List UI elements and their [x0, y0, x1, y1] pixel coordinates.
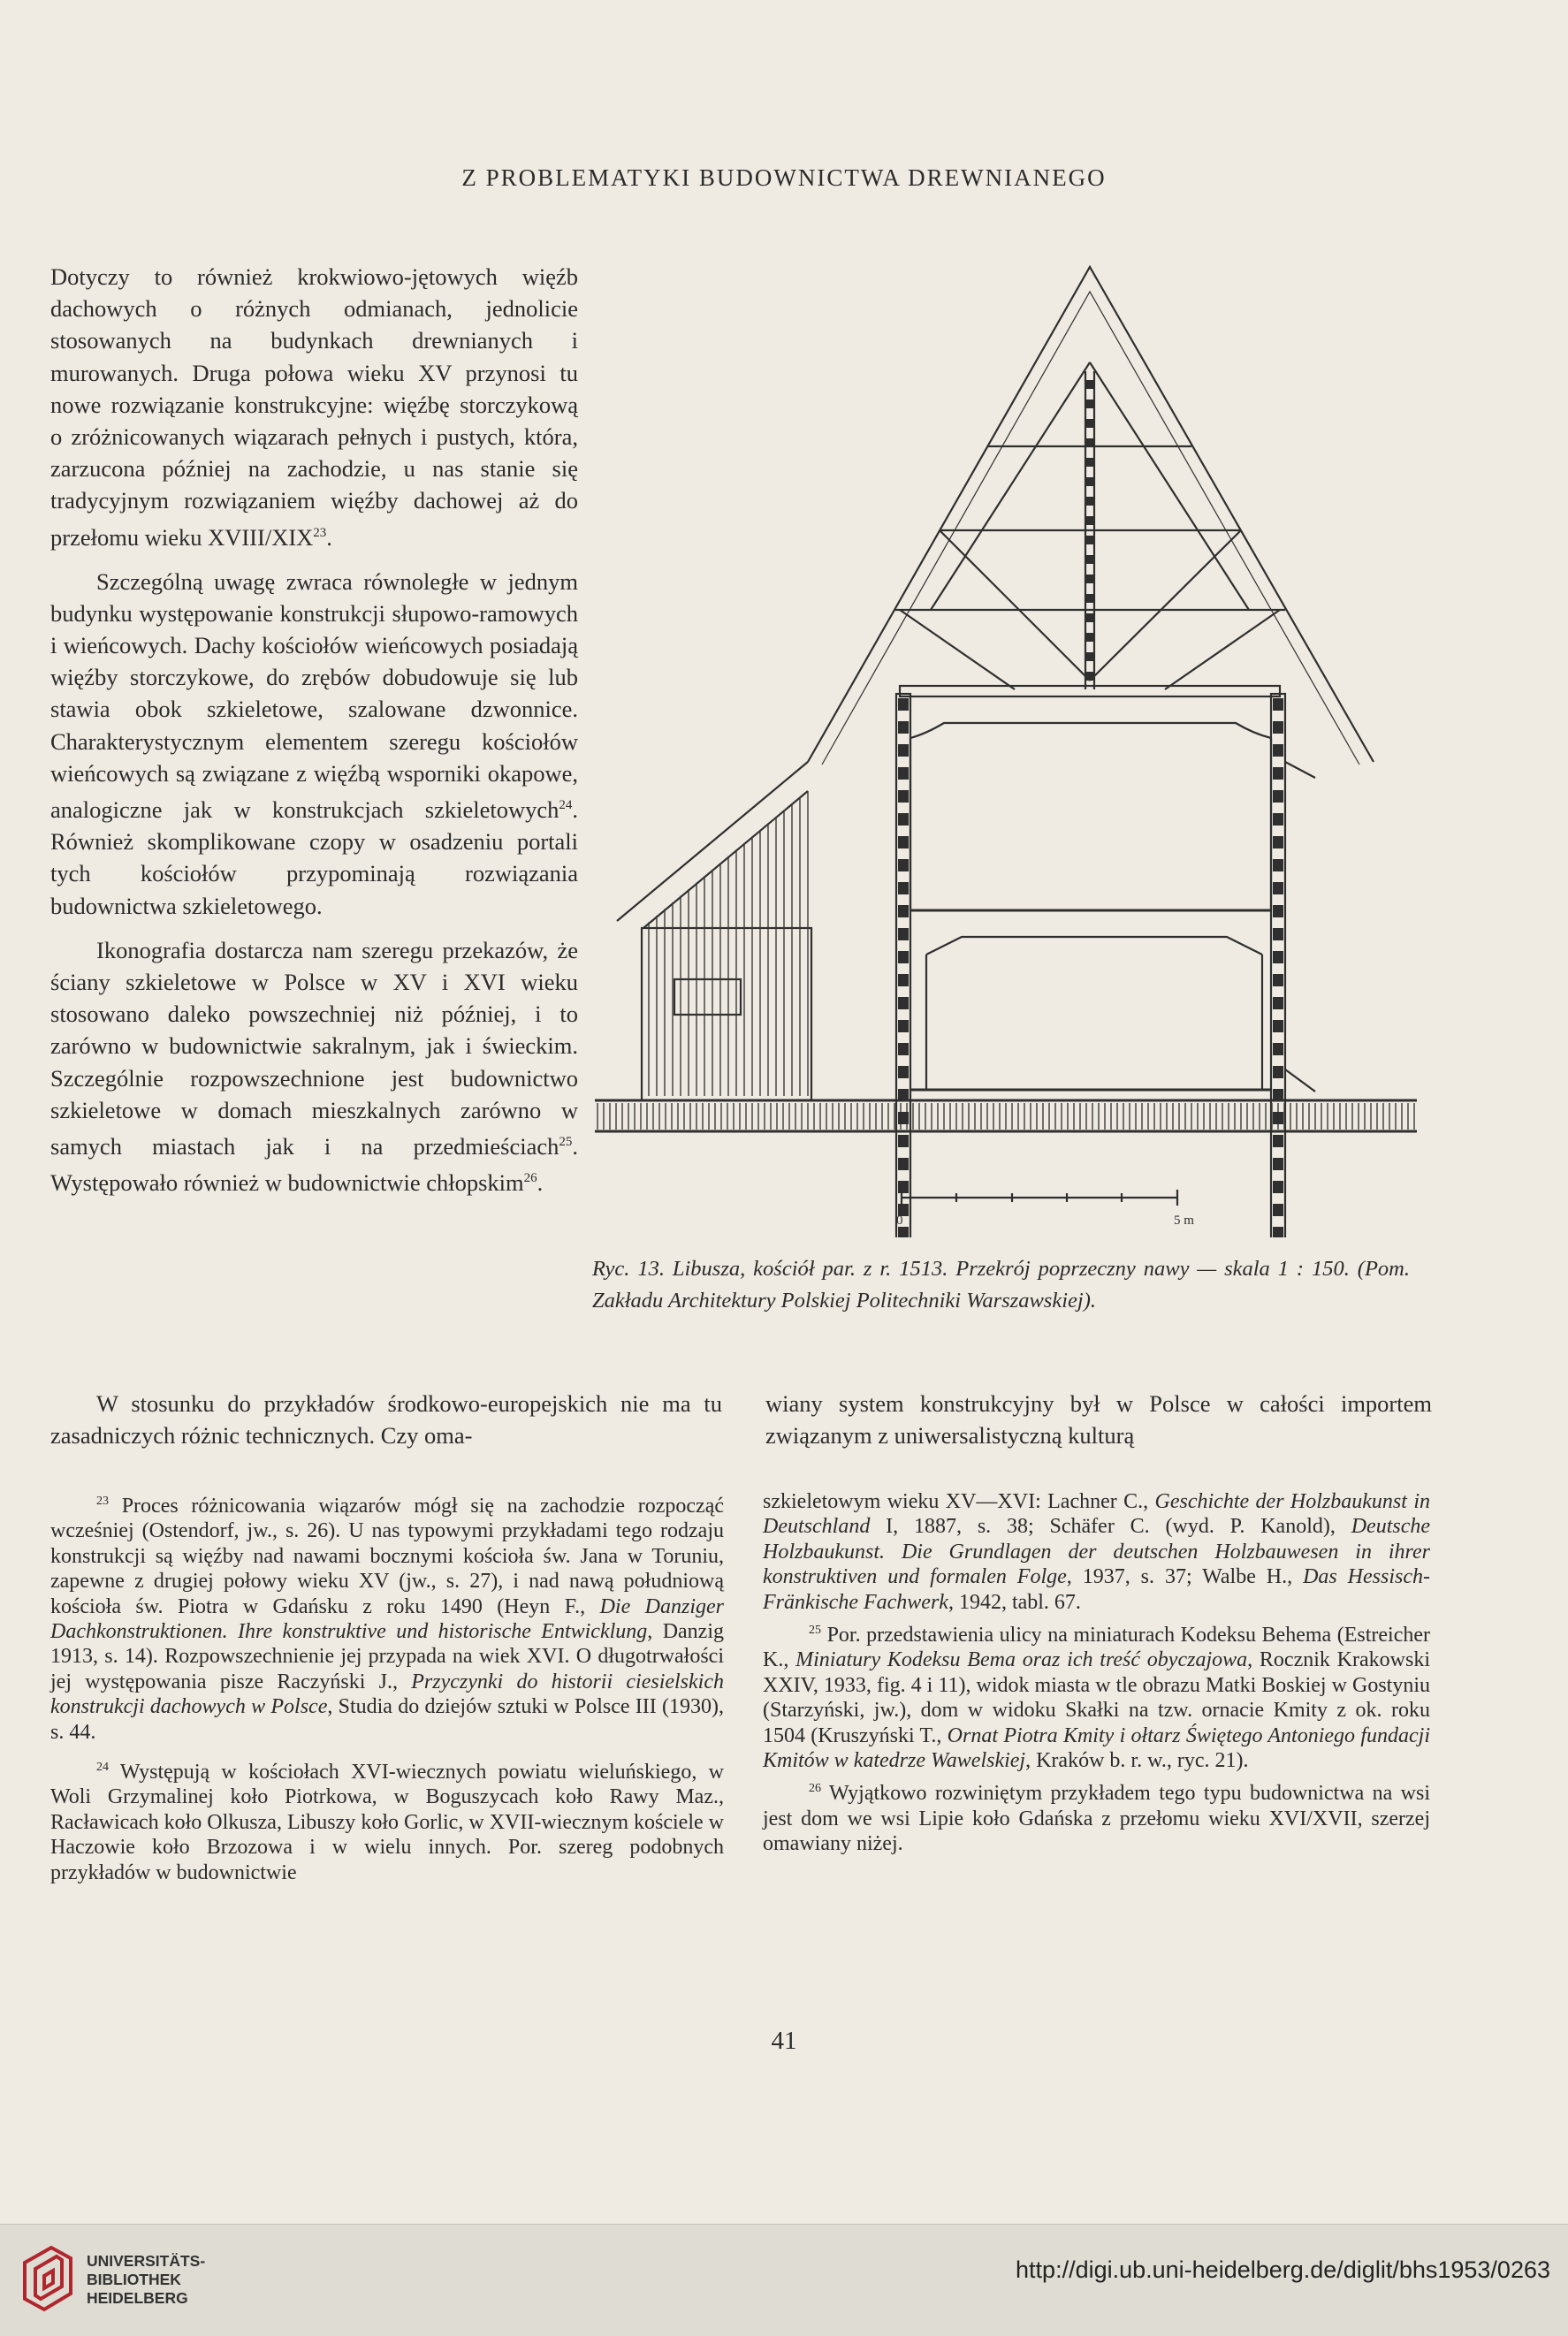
roof-outline — [808, 267, 1374, 762]
figure-caption: Ryc. 13. Libusza, kościół par. z r. 1513. Przekrój poprzeczny nawy — skala 1 : 150. (Pom. Zakładu Architektury Polskiej Politechniki Warszawskiej). — [592, 1257, 1410, 1313]
footnote-ref[interactable]: 24 — [559, 798, 573, 813]
scale-end-label: 5 m — [1174, 1214, 1194, 1228]
library-logo-icon — [16, 2241, 76, 2320]
page-number: 41 — [771, 2027, 797, 2055]
footnotes-left — [50, 1489, 724, 1885]
bottom-right-column: wiany system konstrukcyjny był w Polsce w całości importem związanym z uniwersalistyczną kulturą — [765, 1390, 1432, 1450]
paragraph-3: Ikonografia dostarcza nam szeregu przekazów, że ściany szkieletowe w Polsce w XV i XVI wieku stosowano daleko powszechniej niż później, i to zarówno w budownictwie sakralnym, jak i świeckim. Szczególnie rozpowszechnione jest budownictwo szkieletowe w domach mieszkalnych zarówno w samych miastach jak i na przedmieściach$^{25}$. Występowało również w budownictwie chłopskim$^{26}$. — [50, 936, 578, 1196]
footnotes-right — [763, 1489, 1430, 1857]
left-column — [50, 261, 578, 1198]
footnote-ref[interactable]: 26 — [523, 1170, 537, 1185]
footnote-26: $^{26}$ Wyjątkowo rozwiniętym przykładem tego typu budownictwa na wsi jest dom we wsi Lipie koło Gdańska z przełomu wieku XVI/XVII, szerzej omawiany niżej. — [763, 1782, 1430, 1856]
library-name: UNIVERSITÄTS- BIBLIOTHEK HEIDELBERG — [87, 2252, 206, 2307]
footnote-ref[interactable]: 25 — [559, 1134, 573, 1149]
church-cross-section-drawing — [590, 256, 1421, 1237]
paragraph-2: Szczególną uwagę zwraca równoległe w jednym budynku występowanie konstrukcji słupowo-ramowych i wieńcowych. Dachy kościołów wieńcowych posiadają więźby storczykowe, do zrębów dobudowuje się lub stawia obok szkieletowe, szalowane dzwonnice. Charakterystycznym elementem szeregu kościołów wieńcowych są związane z więźbą wsporniki okapowe, analogiczne jak w konstrukcjach szkieletowych$^{24}$. Również skomplikowane czopy w osadzeniu portali tych kościołów przypominają rozwiązania budownictwa szkieletowego. — [50, 567, 578, 919]
footnote-24-continued: szkieletowym wieku XV—XVI: Lachner C., Geschichte der Holzbaukunst in Deutschland I, 1887, s. 38; Schäfer C. (wyd. P. Kanold), Deutsche Holzbaukunst. Die Grundlagen der deutschen Holzbauwesen in ihrer konstruktiven und formalen Folge, 1937, s. 37; Walbe H., Das Hessisch-Fränkische Fachwerk, 1942, tabl. 67. — [763, 1490, 1430, 1614]
paragraph-1: Dotyczy to również krokwiowo-jętowych więźb dachowych o różnych odmianach, jednolicie stosowanych na budynkach drewnianych i murowanych. Druga połowa wieku XV przynosi tu nowe rozwiązanie konstrukcyjne: więźbę storczykową o zróżnicowanych wiązarach pełnych i pustych, która, zarzucona później na zachodzie, u nas stanie się tradycyjnym rozwiązaniem więźby dachowej aż do przełomu wieku XVIII/XIX$^{23}$. — [50, 263, 578, 551]
footnote-24: $^{24}$ Występują w kościołach XVI-wiecznych powiatu wieluńskiego, w Woli Grzymalinej koło Piotrkowa, w Boguszycach koło Rawy Maz., Racławicach koło Olkusza, Libuszy koło Gorlic, w XVII-wiecznym kościele w Haczowie koło Brzozowa i w wielu innych. Por. szereg podobnych przykładów w budownictwie — [50, 1761, 724, 1884]
ground-hatching — [598, 1103, 1414, 1130]
running-title: Z PROBLEMATYKI BUDOWNICTWA DREWNIANEGO — [461, 164, 1107, 191]
footnote-ref[interactable]: 23 — [313, 525, 327, 540]
scale-bar — [902, 1190, 1177, 1206]
source-url-link[interactable]: http://digi.ub.uni-heidelberg.de/diglit/bhs1953/0263 — [1016, 2256, 1550, 2283]
footnote-23: $^{23}$ Proces różnicowania wiązarów mógł się na zachodzie rozpocząć wcześniej (Ostendorf, jw., s. 26). U nas typowymi przykładami tego rodzaju konstrukcji są więźby nad nawami bocznymi kościoła św. Jana w Toruniu, zapewne z drugiej połowy wieku XV (jw., s. 27), i nad nawą południową kościoła św. Piotra w Gdańsku z roku 1490 (Heyn F., Die Danziger Dachkonstruktionen. Ihre konstruktive und historische Entwicklung, Danzig 1913, s. 14). Rozpowszechnienie jej przypada na wiek XVI. O długotrwałości jej występowania pisze Raczyński J., Przyczynki do historii ciesielskich konstrukcji dachowych w Polsce, Studia do dziejów sztuki w Polsce III (1930), s. 44. — [50, 1495, 725, 1744]
library-footer — [0, 2224, 1568, 2336]
scale-start-label: 0 — [896, 1214, 903, 1228]
board-siding — [649, 791, 808, 1096]
bottom-left-column: W stosunku do przykładów środkowo-europejskich nie ma tu zasadniczych różnic technicznych. Czy oma- — [50, 1390, 722, 1450]
footnote-25: $^{25}$ Por. przedstawienia ulicy na miniaturach Kodeksu Behema (Estreicher K., Miniatury Kodeksu Bema oraz ich treść obyczajowa, Rocznik Krakowski XXIV, 1933, fig. 4 i 11), widok miasta w tle obrazu Matki Boskiej w Gostyniu (Starzyński, jw.), dom w widoku Skałki na tzw. ornacie Kmity z ok. roku 1504 (Kruszyński T., Ornat Piotra Kmity i ołtarz Świętego Antoniego fundacji Kmitów w katedrze Wawelskiej, Kraków b. r. w., ryc. 21). — [763, 1624, 1431, 1773]
